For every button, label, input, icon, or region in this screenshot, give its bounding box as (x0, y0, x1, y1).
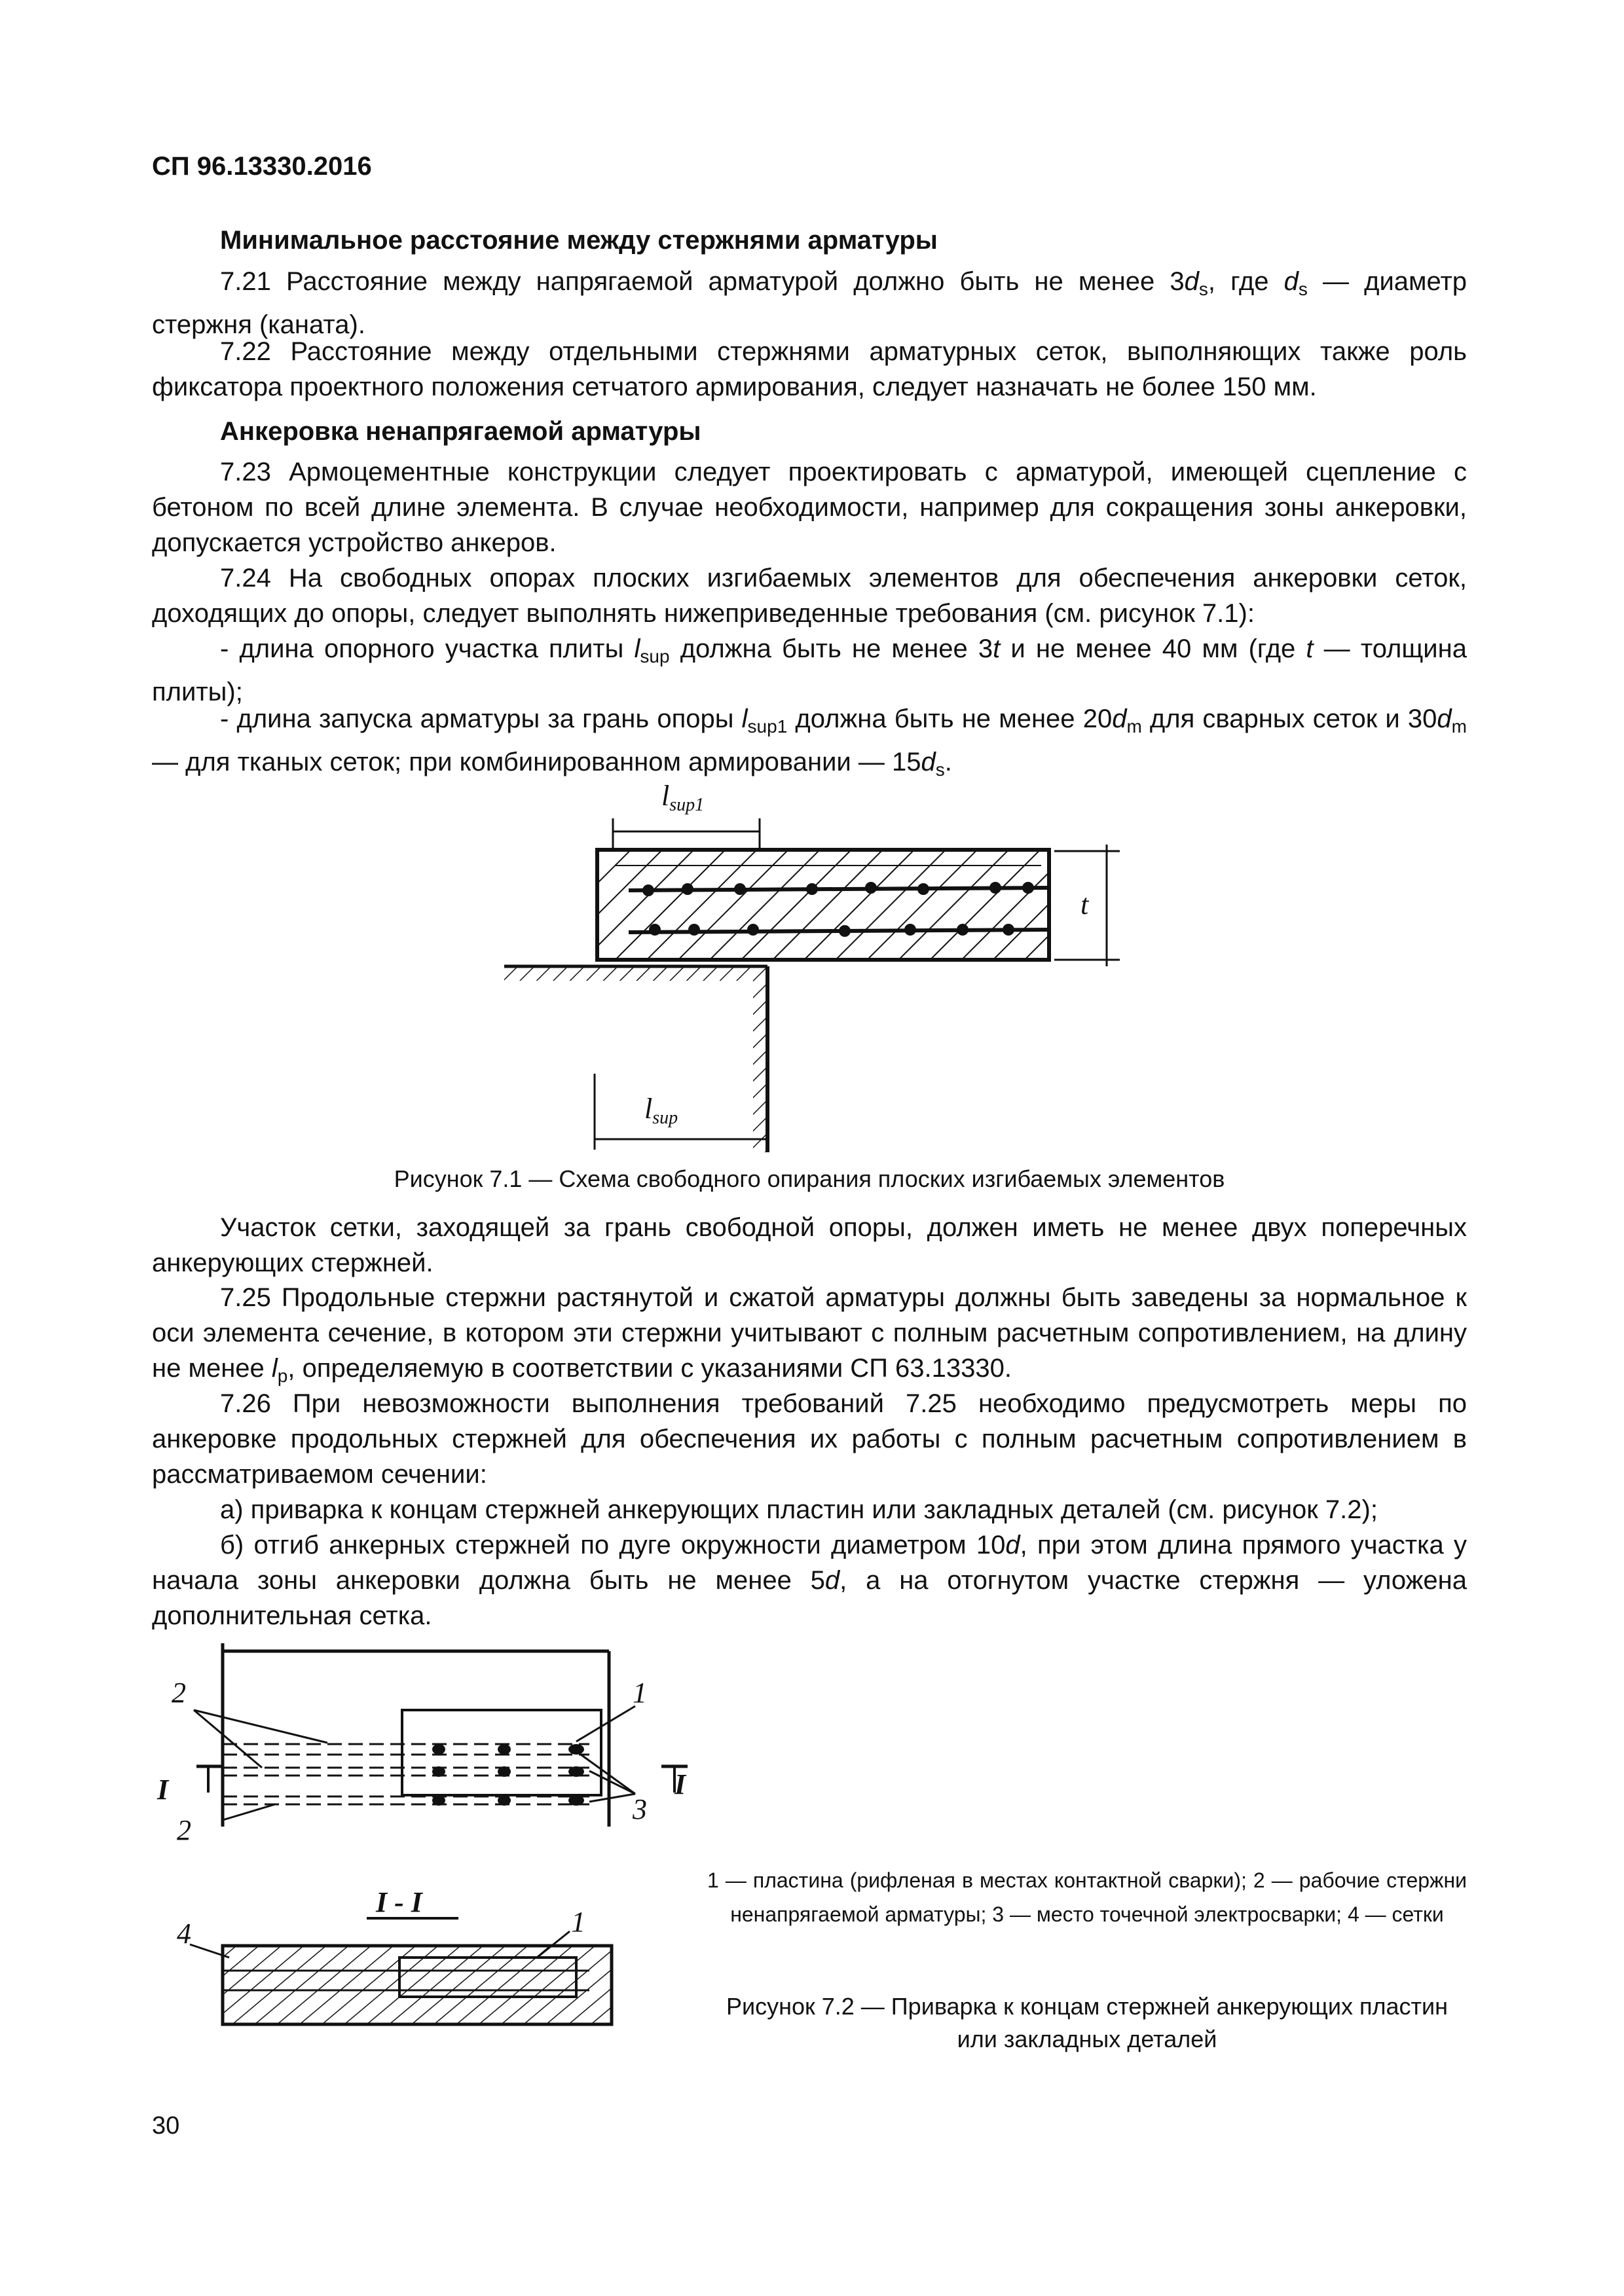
section-heading-anchoring: Анкеровка ненапрягаемой арматуры (220, 417, 701, 446)
list-item-support-length: - длина опорного участка плиты $l_{sup}$ должна быть не менее 3t и не менее 40 мм (где t — толщина плиты); (152, 634, 1467, 706)
paragraph-7-24: 7.24 На свободных опорах плоских изгибаемых элементов для обеспечения анкеровки сеток, доходящих до опоры, следует выполнять нижеприведенные требования (см. рисунок 7.1): (152, 564, 1467, 628)
list-item-a: а) приварка к концам стержней анкерующих пластин или закладных деталей (см. рисунок 7.2); (220, 1495, 1378, 1524)
paragraph-7-21: 7.21 Расстояние между напрягаемой арматурой должно быть не менее $3d_s$, где $d_s$ — диаметр стержня (каната). (152, 267, 1467, 339)
fig72-section-title: I - I (376, 1886, 422, 1918)
fig72-label-4: 4 (177, 1918, 191, 1950)
fig72-label-1-section: 1 (571, 1906, 585, 1938)
list-item-b: б) отгиб анкерных стержней по дуге окружности диаметром 10d, при этом длина прямого участка у начала зоны анкеровки должна быть не менее 5d, а на отогнутом участке стержня — уложена дополнительная сетка. (152, 1531, 1467, 1630)
fig72-section-mark-left: I (157, 1774, 169, 1806)
section-view (190, 1918, 612, 2024)
fig72-label-2-top: 2 (172, 1677, 186, 1709)
paragraph-7-25: 7.25 Продольные стержни растянутой и сжатой арматуры должны быть заведены за нормальное к оси элемента сечение, в котором эти стержни учитывают с полным расчетным сопротивлением, на длину не менее $l_p$, определяемую в соответствии с указаниями СП 63.13330. (152, 1283, 1467, 1386)
fig72-label-1-plan: 1 (633, 1677, 647, 1709)
figure-7-2-caption: Рисунок 7.2 — Приварка к концам стержней анкерующих пластин или закладных деталей (726, 1993, 1448, 2052)
list-item-reinforcement-length: - длина запуска арматуры за грань опоры $l_{sup1}$ должна быть не менее $20d_m$ для сварных сеток и $30d_m$ — для тканых сеток; при комбинированном армировании — $15d_s$. (152, 704, 1467, 780)
fig72-label-3: 3 (633, 1793, 647, 1825)
fig72-label-2-bottom: 2 (177, 1814, 191, 1846)
paragraph-7-22: 7.22 Расстояние между отдельными стержнями арматурных сеток, выполняющих также роль фиксатора проектного положения сетчатого армирования, следует назначать не более 150 мм. (152, 337, 1467, 401)
paragraph-7-23: 7.23 Армоцементные конструкции следует проектировать с арматурой, имеющей сцепление с бетоном по всей длине элемента. В случае необходимости, например для сокращения зоны анкеровки, допускается устройство анкеров. (152, 458, 1467, 557)
paragraph-7-26: 7.26 При невозможности выполнения требований 7.25 необходимо предусмотреть меры по анкеровке продольных стержней для обеспечения их работы с полным расчетным сопротивлением в рассматриваемом сечении: (152, 1389, 1467, 1489)
paragraph-mesh-sector: Участок сетки, заходящей за грань свободной опоры, должен иметь не менее двух поперечных анкерующих стержней. (152, 1213, 1467, 1277)
label-t-thickness: t (1080, 888, 1089, 920)
fig72-section-mark-right: I (674, 1768, 686, 1800)
figure-7-1-caption: Рисунок 7.1 — Схема свободного опирания плоских изгибаемых элементов (394, 1165, 1225, 1192)
figure-7-2-legend: 1 — пластина (рифленая в местах контактной сварки); 2 — рабочие стержни ненапрягаемой арматуры; 3 — место точечной электросварки; 4 — сетки (707, 1868, 1467, 1926)
section-heading-min-distance: Минимальное расстояние между стержнями арматуры (220, 226, 938, 255)
page-number: 30 (152, 2112, 180, 2140)
document-code: СП 96.13330.2016 (152, 152, 372, 181)
label-l-sup: $l_{sup}$ (644, 1093, 678, 1128)
label-l-sup1: $l_{sup1}$ (661, 780, 705, 815)
